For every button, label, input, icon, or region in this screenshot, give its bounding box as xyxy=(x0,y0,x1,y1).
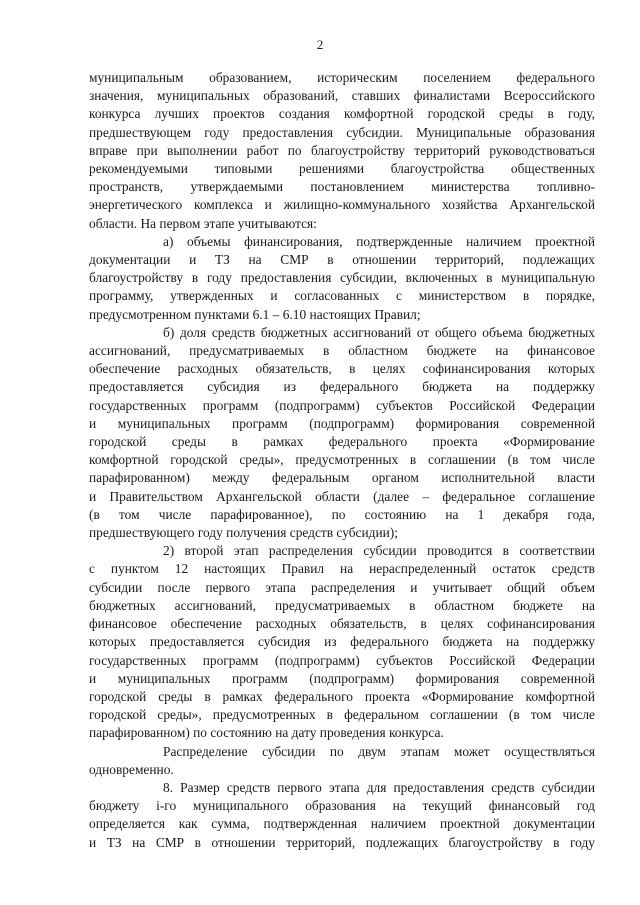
text-line: 2) второй этап распределения субсидии проводится в соответствии xyxy=(163,543,595,559)
page-number: 2 xyxy=(316,37,324,52)
text-line: документации и ТЗ на СМР в отношении территорий, подлежащих xyxy=(89,252,595,268)
text-line: предусмотренном пунктами 6.1 – 6.10 настоящих Правил; xyxy=(89,306,421,322)
text-line: программу, утвержденных и согласованных с министерством в порядке, xyxy=(89,288,595,304)
text-line: определяется как сумма, подтвержденная наличием проектной документации xyxy=(89,816,595,832)
text-line: предшествующем году предоставления субсидии. Муниципальные образования xyxy=(89,124,595,140)
text-line: а) объемы финансирования, подтвержденные наличием проектной xyxy=(163,233,595,249)
text-line: одновременно. xyxy=(89,761,174,777)
text-line: пространств, утверждаемыми постановлением министерства топливно- xyxy=(89,179,595,195)
text-line: городской среды», предусмотренных в федеральном соглашении (в том числе xyxy=(89,707,595,723)
text-line: государственных программ (подпрограмм) субъектов Российской Федерации xyxy=(89,397,595,413)
text-line: городской среды в рамках федерального проекта «Формирование комфортной xyxy=(89,688,595,704)
text-line: Распределение субсидии по двум этапам может осуществляться xyxy=(163,743,595,759)
text-line: обеспечение расходных обязательств, в целях софинансирования которых xyxy=(89,361,595,377)
text-line: ассигнований, предусматриваемых в областном бюджете на финансовое xyxy=(89,343,595,359)
text-line: и ТЗ на СМР в отношении территорий, подлежащих благоустройству в году xyxy=(89,834,595,850)
text-line: вправе при выполнении работ по благоустройству территорий руководствоваться xyxy=(89,142,595,158)
text-line: государственных программ (подпрограмм) субъектов Российской Федерации xyxy=(89,652,595,668)
text-line: субсидии после первого этапа распределения и учитывает общий объем xyxy=(89,579,595,595)
text-line: б) доля средств бюджетных ассигнований от общего объема бюджетных xyxy=(163,324,595,340)
text-line: парафированном) между федеральным органом исполнительной власти xyxy=(89,470,595,486)
text-line: рекомендуемыми типовыми решениями благоустройства общественных xyxy=(89,161,595,177)
text-line: предшествующего году получения средств субсидии); xyxy=(89,525,398,541)
document-body xyxy=(89,69,595,852)
text-line: 8. Размер средств первого этапа для предоставления средств субсидии xyxy=(163,779,595,795)
text-line: которых предоставляется субсидия из федерального бюджета на поддержку xyxy=(89,634,595,650)
text-line: финансовое обеспечение расходных обязательств, в целях софинансирования xyxy=(89,616,595,632)
text-line: муниципальным образованием, историческим поселением федерального xyxy=(89,70,595,85)
text-line: комфортной городской среды», предусмотренных в соглашении (в том числе xyxy=(89,452,595,468)
text-line: бюджету i-го муниципального образования на текущий финансовый год xyxy=(89,798,595,814)
text-line: предоставляется субсидия из федерального бюджета на поддержку xyxy=(89,379,595,395)
text-line: (в том числе парафированное), по состоянию на 1 декабря года, xyxy=(89,506,595,522)
text-line: и муниципальных программ (подпрограмм) формирования современной xyxy=(89,415,595,431)
text-line: области. На первом этапе учитываются: xyxy=(89,215,317,231)
text-line: конкурса лучших проектов создания комфортной городской среды в году, xyxy=(89,106,595,122)
text-line: бюджетных ассигнований, предусматриваемых в областном бюджете на xyxy=(89,597,595,613)
text-line: и Правительством Архангельской области (далее – федеральное соглашение xyxy=(89,488,595,504)
text-line: благоустройству в году предоставления субсидии, включенных в муниципальную xyxy=(89,270,595,286)
text-line: с пунктом 12 настоящих Правил на нераспределенный остаток средств xyxy=(89,561,595,577)
text-line: и муниципальных программ (подпрограмм) формирования современной xyxy=(89,670,595,686)
text-line: значения, муниципальных образований, ставших финалистами Всероссийского xyxy=(89,88,595,104)
text-line: парафированном) по состоянию на дату проведения конкурса. xyxy=(89,725,444,741)
text-line: городской среды в рамках федерального проекта «Формирование xyxy=(89,434,595,450)
text-line: энергетического комплекса и жилищно-коммунального хозяйства Архангельской xyxy=(89,197,595,213)
